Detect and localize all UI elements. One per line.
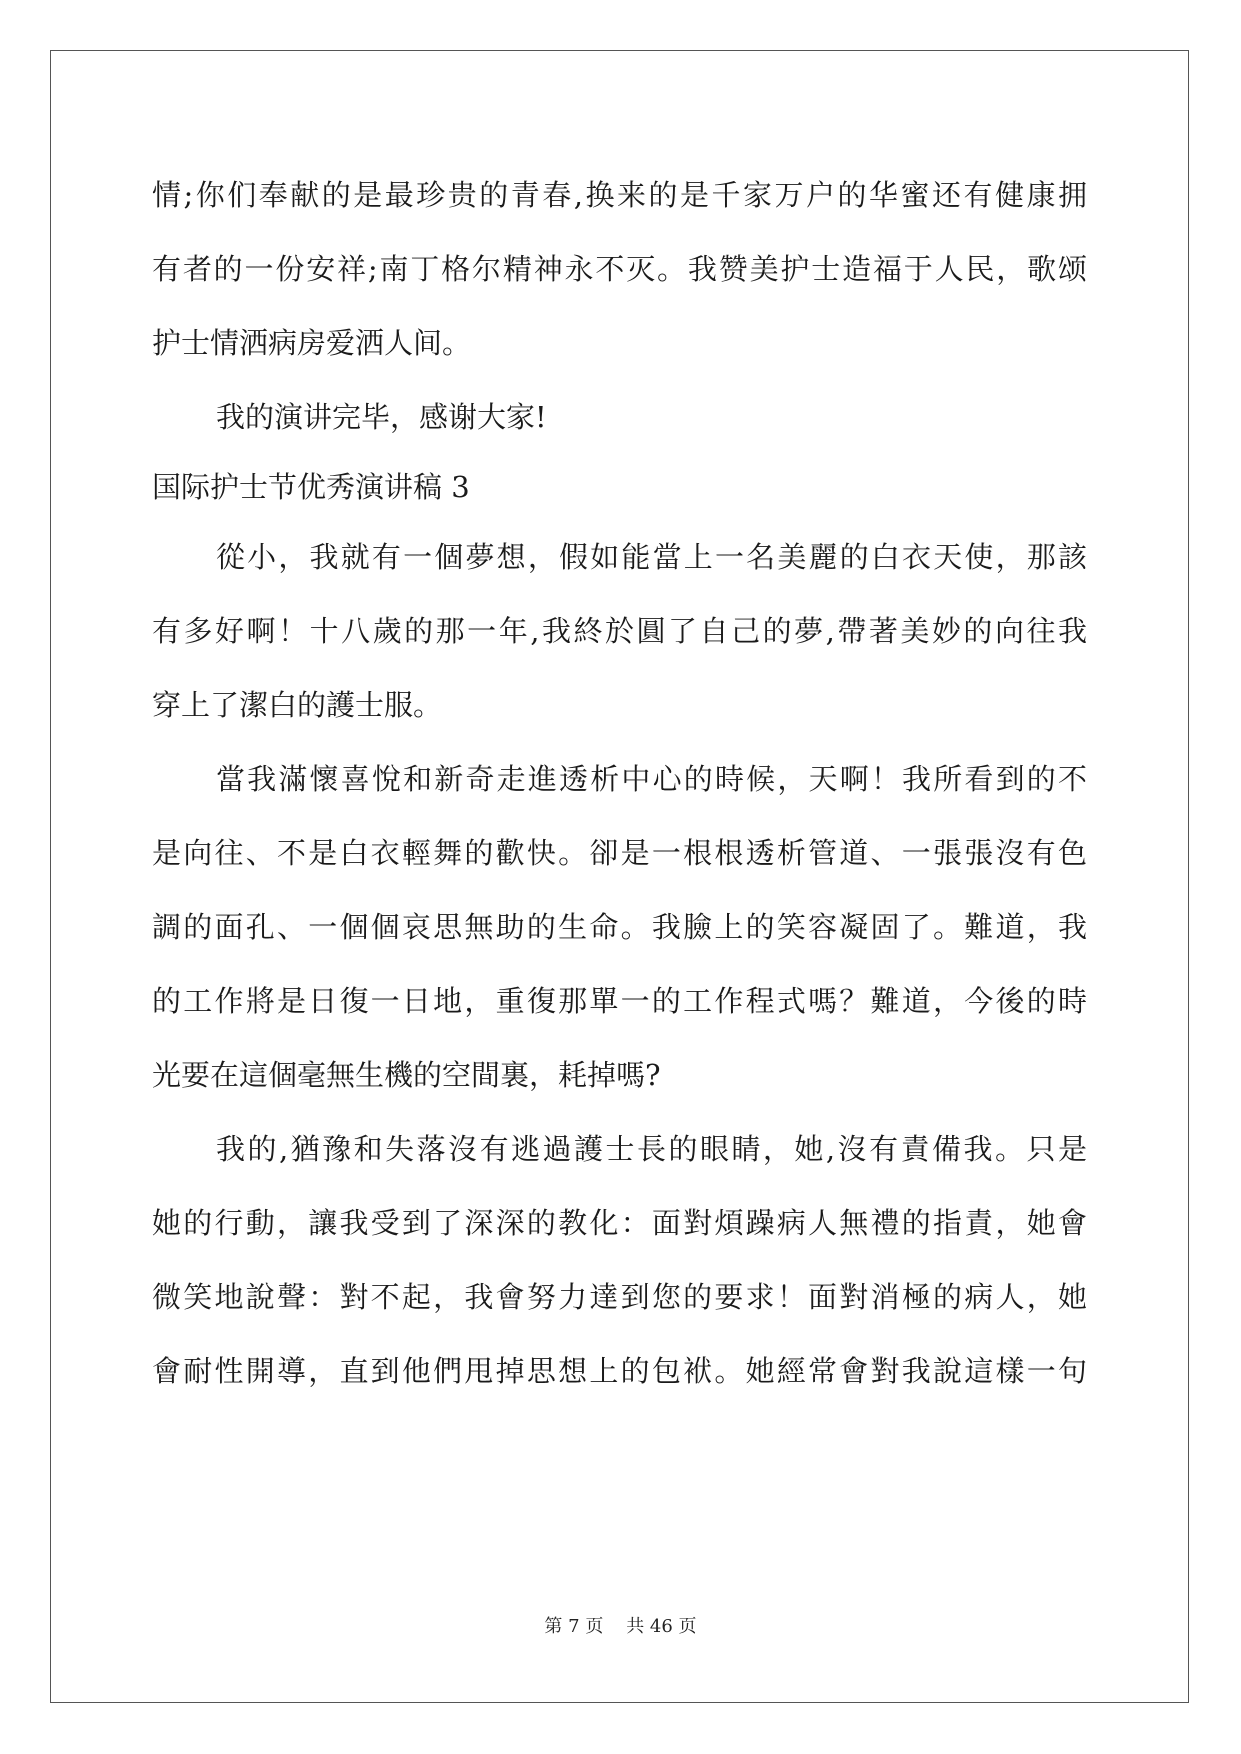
paragraph-line: 的工作將是日復一日地，重復那單一的工作程式嗎？難道，今後的時 (152, 984, 1087, 1018)
section-heading: 国际护士节优秀演讲稿 3 (152, 470, 470, 504)
paragraph-line: 從小，我就有一個夢想，假如能當上一名美麗的白衣天使，那該 (216, 540, 1087, 574)
paragraph-line: 光要在這個毫無生機的空間裏，耗掉嗎? (152, 1058, 661, 1092)
paragraph-line: 护士情洒病房爱洒人间。 (152, 326, 472, 360)
paragraph-line: 調的面孔、一個個哀思無助的生命。我臉上的笑容凝固了。難道，我 (152, 910, 1087, 944)
page-number-label: 第 7 页 共 46 页 (544, 1616, 697, 1637)
paragraph-line: 有多好啊！十八歲的那一年,我終於圓了自己的夢,帶著美妙的向往我 (152, 614, 1087, 648)
paragraph-line: 我的演讲完毕，感谢大家! (216, 400, 547, 434)
paragraph-line: 她的行動，讓我受到了深深的教化：面對煩躁病人無禮的指責，她會 (152, 1206, 1087, 1240)
paragraph-line: 穿上了潔白的護士服。 (152, 688, 443, 722)
paragraph-line: 是向往、不是白衣輕舞的歡快。卻是一根根透析管道、一張張沒有色 (152, 836, 1087, 870)
paragraph-line: 會耐性開導，直到他們甩掉思想上的包袱。她經常會對我說這樣一句 (152, 1354, 1087, 1388)
paragraph-line: 情;你们奉献的是最珍贵的青春,换来的是千家万户的华蜜还有健康拥 (152, 178, 1087, 212)
page-footer (0, 1612, 1241, 1638)
paragraph-line: 我的,猶豫和失落沒有逃過護士長的眼睛，她,沒有責備我。只是 (216, 1132, 1087, 1166)
document-body (152, 158, 1087, 1408)
paragraph-line: 當我滿懷喜悅和新奇走進透析中心的時候，天啊！我所看到的不 (216, 762, 1087, 796)
paragraph-line: 有者的一份安祥;南丁格尔精神永不灭。我赞美护士造福于人民，歌颂 (152, 252, 1087, 286)
paragraph-line: 微笑地說聲：對不起，我會努力達到您的要求！面對消極的病人，她 (152, 1280, 1087, 1314)
